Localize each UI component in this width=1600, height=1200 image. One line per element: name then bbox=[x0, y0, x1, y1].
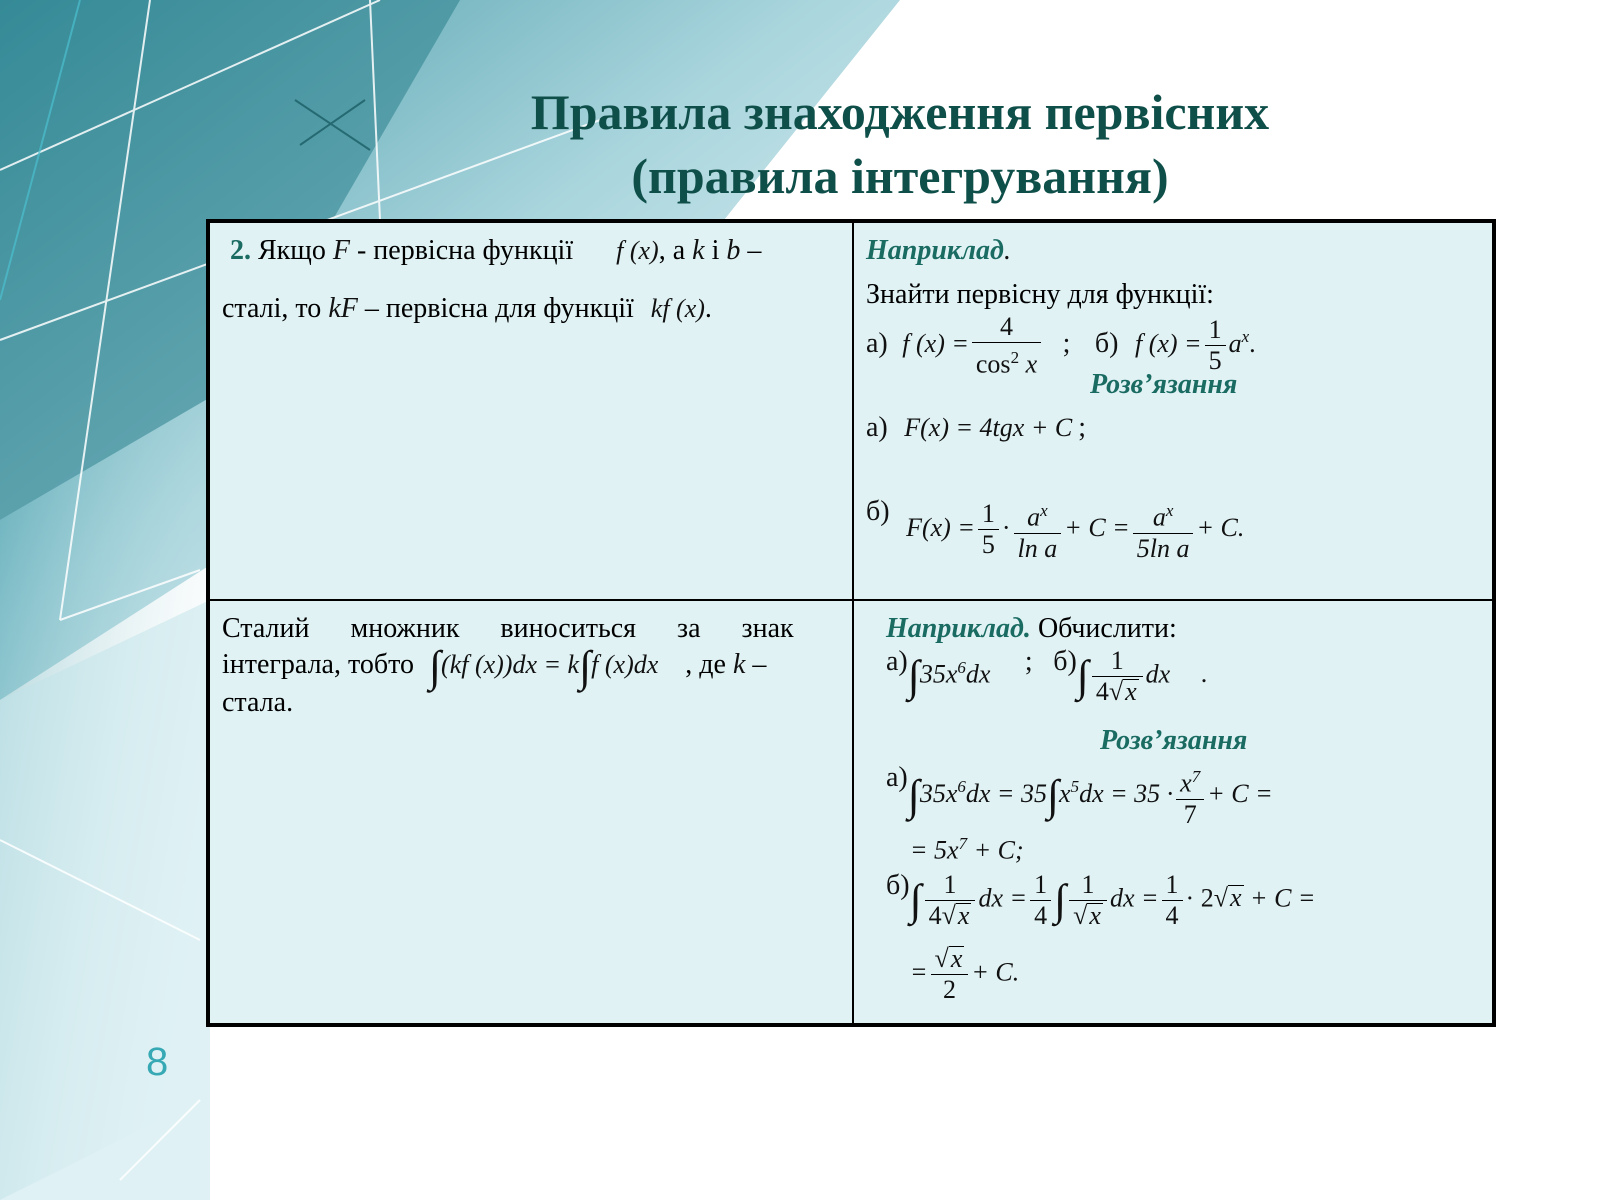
solution-b-1 bbox=[866, 496, 1244, 564]
rule-text: сталі, то bbox=[222, 293, 329, 324]
fraction bbox=[1069, 870, 1107, 931]
math-sup: x bbox=[1241, 327, 1250, 347]
denominator: 4√x bbox=[1095, 677, 1137, 706]
rule-text: , де bbox=[685, 649, 733, 680]
numerator: 1 bbox=[1162, 870, 1183, 901]
slide-title bbox=[480, 80, 1320, 208]
fraction bbox=[931, 944, 969, 1005]
var-k: k bbox=[692, 235, 705, 266]
math-dot: · bbox=[1001, 512, 1011, 542]
den-radicand: x bbox=[1089, 901, 1101, 930]
math-formula: F(x) = 4tgx + C bbox=[904, 413, 1073, 442]
math-sup: 6 bbox=[957, 777, 966, 797]
fraction bbox=[1030, 870, 1051, 931]
den-radicand: x bbox=[1125, 677, 1137, 706]
integral-icon: ∫ bbox=[579, 642, 592, 692]
numerator: 1 bbox=[1205, 315, 1226, 346]
solution-heading-2: Розв’язання bbox=[1100, 725, 1248, 756]
label-b: б) bbox=[1094, 327, 1119, 359]
integral-icon: ∫ bbox=[909, 875, 922, 925]
num-base: a bbox=[1027, 502, 1041, 532]
numerator: 1 bbox=[1069, 870, 1107, 901]
label-b: б) bbox=[1053, 646, 1077, 677]
example-task: Знайти первісну для функції: bbox=[866, 279, 1214, 310]
math-sup: 6 bbox=[957, 657, 966, 677]
math-a: a bbox=[1228, 328, 1242, 358]
rule-text: і bbox=[704, 235, 727, 266]
denominator: 5 bbox=[1208, 346, 1222, 376]
denominator: √x bbox=[1073, 901, 1101, 930]
rule-text: Якщо bbox=[251, 235, 333, 266]
math-fx: f (x) bbox=[616, 236, 659, 265]
numerator bbox=[1176, 762, 1204, 800]
numerator bbox=[1014, 496, 1062, 534]
integral-icon: ∫ bbox=[1076, 651, 1089, 701]
den-sup: 2 bbox=[1010, 348, 1020, 367]
integral-icon: ∫ bbox=[1054, 875, 1067, 925]
math-part: + C; bbox=[967, 835, 1024, 865]
rule-left: (kf (x))dx = k bbox=[441, 650, 580, 679]
num-sup: x bbox=[1040, 501, 1048, 520]
math-end: . bbox=[1200, 659, 1208, 689]
solution-b-2-line-2 bbox=[910, 944, 1019, 1005]
example-label: Наприклад bbox=[866, 235, 1004, 266]
den-coef: 4 bbox=[1095, 677, 1109, 706]
example-formulas-2 bbox=[886, 646, 1207, 707]
fraction bbox=[972, 312, 1041, 380]
integral-icon: ∫ bbox=[428, 642, 442, 692]
rule-2-line-2 bbox=[222, 292, 712, 326]
math-part: dx = 35 · bbox=[1079, 778, 1174, 808]
label-a: а) bbox=[866, 412, 888, 443]
example-label: Наприклад. bbox=[886, 613, 1031, 644]
solution-heading-1: Розв’язання bbox=[1090, 369, 1238, 400]
denominator: 7 bbox=[1183, 799, 1197, 829]
rule-const-line-3: стала. bbox=[222, 687, 294, 718]
numerator bbox=[1133, 496, 1194, 534]
num-sup: 7 bbox=[1191, 767, 1201, 786]
numerator: 1 bbox=[1092, 646, 1143, 677]
example-heading-1 bbox=[866, 234, 1011, 268]
den-coef: 4 bbox=[928, 901, 942, 930]
var-k: k bbox=[732, 649, 746, 680]
integral-icon: ∫ bbox=[907, 651, 920, 701]
math-part: + C = bbox=[1207, 778, 1273, 808]
label-a: а) bbox=[886, 762, 908, 793]
math-part: x bbox=[1059, 778, 1071, 808]
compute-text: Обчислити: bbox=[1030, 613, 1177, 644]
den-cos: cos bbox=[975, 349, 1011, 379]
numerator: 4 bbox=[972, 312, 1041, 343]
math-rule bbox=[428, 642, 659, 692]
denominator: 2 bbox=[942, 975, 956, 1004]
num-radicand: x bbox=[950, 944, 963, 973]
math-dx: dx bbox=[965, 659, 991, 689]
denominator: 4√x bbox=[928, 901, 970, 930]
table-divider-horizontal bbox=[206, 599, 1496, 601]
rule-text: . bbox=[704, 293, 712, 324]
label-a: а) bbox=[866, 327, 888, 359]
denominator: 4 bbox=[1034, 901, 1048, 930]
rule-text: - первісна функції bbox=[349, 235, 574, 266]
title-line-1: Правила знаходження первісних bbox=[530, 84, 1270, 140]
rule-right: f (x)dx bbox=[591, 650, 659, 679]
math-part: dx = 35 bbox=[965, 778, 1047, 808]
title-line-2: (правила інтегрування) bbox=[631, 148, 1169, 204]
label-b: б) bbox=[886, 870, 910, 901]
math-part: + C = bbox=[1243, 883, 1316, 913]
math-dx: dx bbox=[1145, 659, 1171, 689]
math-sup: 7 bbox=[958, 834, 968, 853]
rule-text: , а bbox=[658, 235, 693, 266]
rule-number: 2. bbox=[230, 235, 251, 266]
fraction bbox=[925, 870, 976, 931]
numerator: √x bbox=[931, 944, 969, 975]
den-var: x bbox=[1019, 349, 1038, 379]
numerator: 1 bbox=[925, 870, 976, 901]
solution-a-2 bbox=[886, 762, 1273, 830]
denominator: 4 bbox=[1165, 901, 1179, 930]
num-base: x bbox=[1180, 768, 1192, 798]
math-kfx: kf (x) bbox=[650, 294, 705, 323]
example-dot: . bbox=[1003, 235, 1011, 266]
denominator: 5 bbox=[981, 530, 995, 560]
denominator: ln a bbox=[1017, 533, 1058, 563]
math-part: dx = bbox=[978, 883, 1028, 913]
num-base: a bbox=[1152, 502, 1166, 532]
rule-text: – bbox=[740, 235, 762, 266]
solution-a-1 bbox=[866, 412, 1086, 444]
fraction bbox=[1176, 762, 1204, 830]
math-part: · 2 bbox=[1185, 883, 1214, 913]
rule-text: – bbox=[745, 649, 767, 680]
fraction bbox=[1133, 496, 1194, 564]
fraction bbox=[978, 499, 999, 560]
rule-const-line-1 bbox=[222, 612, 832, 646]
example-heading-2 bbox=[886, 612, 1177, 646]
math-part: + C. bbox=[971, 957, 1020, 987]
math-expr: 35x bbox=[919, 659, 958, 689]
num-sup: x bbox=[1165, 501, 1174, 520]
math-part: 35x bbox=[919, 778, 958, 808]
math-lhs: f (x) = bbox=[902, 328, 969, 358]
fraction bbox=[1162, 870, 1183, 931]
math-end: . bbox=[1249, 328, 1256, 358]
integral-icon: ∫ bbox=[1046, 770, 1060, 820]
integral-icon: ∫ bbox=[907, 770, 920, 820]
numerator: 1 bbox=[1030, 870, 1051, 901]
math-radicand: x bbox=[1230, 883, 1242, 913]
var-F: F bbox=[332, 235, 350, 266]
rule-text: – первісна для функції bbox=[357, 293, 634, 324]
fraction bbox=[1092, 646, 1143, 707]
table-divider-vertical bbox=[852, 219, 854, 1027]
denominator: 5ln a bbox=[1136, 533, 1190, 563]
rule-const-line-2 bbox=[222, 642, 767, 692]
solution-b-2: б)∫ $\frac{1}{4√x}$ dx = $\frac{1}{4}$ ∫ $\frac{1}{√x}$ dx = $\frac{1}{4}$ · 2√x + C = bbox=[886, 870, 1316, 930]
var-kF: kF bbox=[328, 293, 358, 324]
rule-text: інтеграла, тобто bbox=[222, 649, 414, 680]
rule-2-line-1 bbox=[230, 234, 761, 268]
page-number: 8 bbox=[146, 1040, 169, 1084]
separator: ; bbox=[1024, 646, 1033, 677]
math-sup: 5 bbox=[1070, 777, 1080, 797]
label-a: а) bbox=[886, 646, 908, 677]
fraction bbox=[1014, 496, 1062, 564]
math-part: = bbox=[910, 957, 928, 987]
separator: ; bbox=[1062, 327, 1071, 359]
var-b: b bbox=[726, 235, 741, 266]
den-radicand: x bbox=[957, 901, 970, 930]
math-part: = 5x bbox=[910, 835, 959, 865]
math-mid: + C = bbox=[1064, 512, 1130, 542]
label-b: б) bbox=[866, 496, 890, 527]
math-lhs: f (x) = bbox=[1134, 328, 1202, 358]
solution-a-2-line-2 bbox=[910, 828, 1024, 867]
math-end: + C. bbox=[1196, 512, 1245, 542]
math-part: dx = bbox=[1109, 883, 1159, 913]
math-lhs: F(x) = bbox=[906, 512, 975, 542]
rule-text: Сталий множник виноситься за знак bbox=[222, 613, 794, 644]
numerator: 1 bbox=[978, 499, 999, 530]
denominator bbox=[972, 343, 1041, 380]
math-end: ; bbox=[1078, 412, 1086, 443]
